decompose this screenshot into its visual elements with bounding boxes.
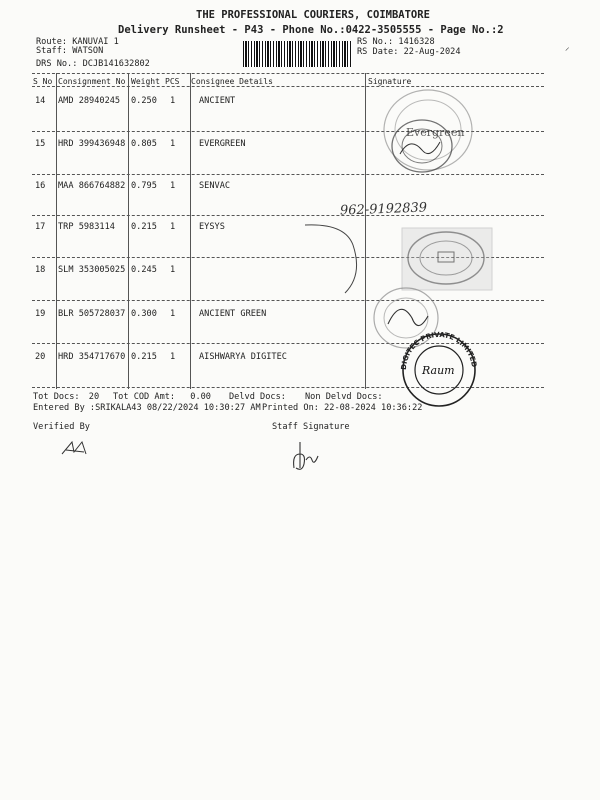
row-consignment: SLM 353005025 — [58, 265, 126, 275]
drs-line — [36, 59, 150, 69]
col-header-consignment: Consignment No — [58, 77, 126, 86]
row-sno: 14 — [35, 96, 46, 106]
col-header-signature: Signature — [368, 77, 412, 86]
staff-signature — [286, 438, 326, 474]
entered-by — [33, 403, 261, 413]
row-pcs: 1 — [170, 181, 176, 191]
company-title: THE PROFESSIONAL COURIERS, COIMBATORE — [196, 9, 430, 21]
row-rule — [32, 300, 544, 301]
pen-stroke — [300, 215, 370, 295]
col-separator — [190, 73, 191, 389]
row-pcs: 1 — [170, 96, 176, 106]
tot-cod — [113, 392, 211, 402]
row-consignee: ANCIENT GREEN — [199, 309, 267, 319]
drs-value: DCJB141632802 — [82, 59, 150, 69]
col-header-pcs: PCS — [165, 77, 180, 86]
row-pcs: 1 — [170, 352, 176, 362]
row-consignee: AISHWARYA DIGITEC — [199, 352, 287, 362]
row-weight: 0.245 — [131, 265, 157, 275]
row-pcs: 1 — [170, 265, 176, 275]
tot-cod-label: Tot COD Amt: — [113, 392, 176, 402]
tot-cod-value: 0.00 — [190, 392, 211, 402]
row-sno: 19 — [35, 309, 46, 319]
printed-on-label: Printed On: — [262, 403, 319, 413]
row-weight: 0.805 — [131, 139, 157, 149]
row-sno: 15 — [35, 139, 46, 149]
row-weight: 0.215 — [131, 222, 157, 232]
row-weight: 0.300 — [131, 309, 157, 319]
col-header-consignee: Consignee Details — [191, 77, 273, 86]
printed-on-value: 22-08-2024 10:36:22 — [324, 403, 423, 413]
drs-label: DRS No.: — [36, 59, 78, 69]
rs-date-value: 22-Aug-2024 — [403, 47, 461, 57]
evergreen-stamp — [370, 84, 490, 180]
verified-signature — [58, 436, 92, 460]
row-consignee: ANCIENT — [199, 96, 236, 106]
row-weight: 0.795 — [131, 181, 157, 191]
row-consignment: MAA 866764882 — [58, 181, 126, 191]
tot-docs-value: 20 — [88, 392, 100, 402]
table-top-rule — [32, 73, 544, 74]
row-pcs: 1 — [170, 222, 176, 232]
runsheet-subtitle: Delivery Runsheet - P43 - Phone No.:0422-3505555 - Page No.:2 — [118, 24, 504, 36]
route-label: Route: — [36, 37, 68, 47]
handwritten-phone: 962-9192839 — [339, 200, 428, 219]
col-separator — [56, 73, 57, 389]
row-consignment: TRP 5983114 — [58, 222, 115, 232]
row-consignment: HRD 354717670 — [58, 352, 126, 362]
row-consignee: EVERGREEN — [199, 139, 246, 149]
rs-no-value: 1416328 — [398, 37, 435, 47]
delvd-docs-label: Delvd Docs: — [229, 392, 286, 402]
row-weight: 0.250 — [131, 96, 157, 106]
printed-on — [262, 403, 422, 413]
tot-docs — [33, 392, 99, 402]
row-consignment: BLR 505728037 — [58, 309, 126, 319]
entered-by-label: Entered By : — [33, 403, 96, 413]
route-value: KANUVAI 1 — [72, 37, 119, 47]
barcode — [243, 41, 352, 67]
staff-line — [36, 46, 103, 56]
rs-date-label: RS Date: — [357, 47, 399, 57]
row-consignment: HRD 399436948 — [58, 139, 126, 149]
digitec-stamp-textpath: DIGITEC PRIVATE LIMITED — [399, 330, 478, 371]
digitec-stamp — [394, 330, 484, 410]
row-weight: 0.215 — [131, 352, 157, 362]
row-rule — [32, 215, 544, 216]
col-header-weight: Weight — [131, 77, 160, 86]
corner-mark: ⸝ — [565, 43, 570, 53]
digitec-signature: Raum — [422, 364, 455, 377]
staff-signature-label: Staff Signature — [272, 422, 350, 432]
staff-label: Staff: — [36, 46, 68, 56]
staff-value: WATSON — [72, 46, 104, 56]
row-consignee: SENVAC — [199, 181, 231, 191]
row-sno: 20 — [35, 352, 46, 362]
row-pcs: 1 — [170, 309, 176, 319]
row-consignee: EYSYS — [199, 222, 225, 232]
rs-no-label: RS No.: — [357, 37, 394, 47]
col-header-sno: S No — [33, 77, 53, 86]
verified-by-label: Verified By — [33, 422, 90, 432]
row-sno: 17 — [35, 222, 46, 232]
entered-by-value: SRIKALA43 08/22/2024 10:30:27 AM — [95, 403, 261, 413]
evergreen-stamp-text: Evergreen — [406, 126, 465, 139]
non-delvd-docs-label: Non Delvd Docs: — [305, 392, 383, 402]
rs-date-line — [357, 47, 461, 57]
col-separator — [128, 73, 129, 389]
row-consignment: AMD 28940245 — [58, 96, 121, 106]
rs-no-line — [357, 37, 435, 47]
tot-docs-label: Tot Docs: — [33, 392, 80, 402]
row-sno: 16 — [35, 181, 46, 191]
row-sno: 18 — [35, 265, 46, 275]
row-pcs: 1 — [170, 139, 176, 149]
